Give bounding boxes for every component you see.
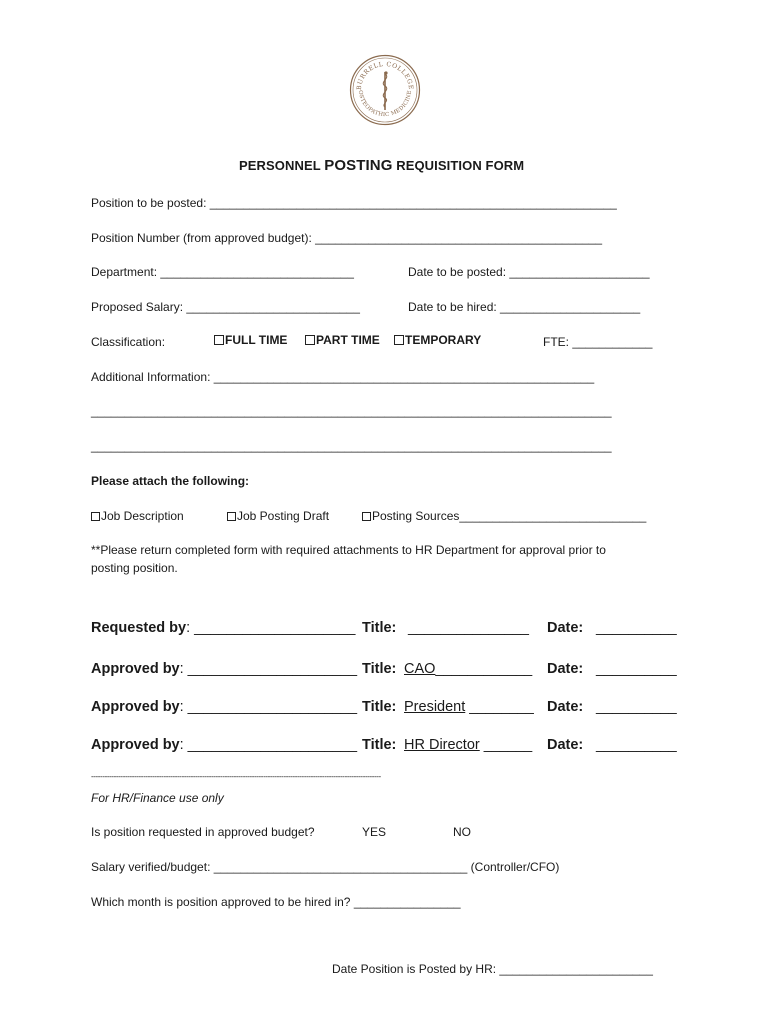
signature-line[interactable]: : ____________________ (186, 620, 356, 636)
hr-finance-heading: For HR/Finance use only (91, 791, 224, 805)
posting-sources-checkbox[interactable]: Posting Sources____________________________ (362, 509, 646, 523)
date-label: Date: (547, 620, 584, 636)
temporary-checkbox[interactable]: TEMPORARY (394, 333, 481, 347)
seal-text-top: BURRELL COLLEGE (355, 60, 415, 91)
yes-option[interactable]: YES (362, 825, 387, 839)
approved-by-row (91, 661, 357, 677)
classification-label: Classification: (91, 335, 166, 349)
signature-line[interactable]: : _____________________ (179, 737, 358, 753)
checkbox-icon[interactable] (394, 335, 404, 345)
additional-information-field[interactable]: Additional Information: _________________________________________________________ (91, 370, 595, 384)
date-line[interactable]: __________ (596, 699, 677, 715)
date-posted-by-hr-field[interactable]: Date Position is Posted by HR: _______________________ (332, 962, 653, 976)
checkbox-icon[interactable] (305, 335, 315, 345)
title-line[interactable]: _______________ (408, 620, 529, 636)
job-posting-draft-checkbox[interactable]: Job Posting Draft (227, 509, 329, 523)
title-value: CAO____________ (404, 661, 533, 677)
requested-by-row (91, 620, 355, 636)
signature-line[interactable]: : _____________________ (179, 661, 358, 677)
checkbox-icon[interactable] (91, 512, 100, 521)
seal-text-bottom: OSTEOPATHIC MEDICINE (356, 90, 414, 119)
signature-label: Approved by (91, 699, 180, 715)
date-to-be-hired-field[interactable]: Date to be hired: _____________________ (408, 300, 641, 314)
title-label: Title: (362, 620, 397, 636)
date-label: Date: (547, 699, 584, 715)
signature-label: Requested by (91, 620, 187, 636)
approved-by-row (91, 737, 357, 753)
return-note-continued: posting position. (91, 561, 178, 575)
additional-information-line[interactable]: ______________________________________________________________________________ (91, 439, 612, 453)
return-note: **Please return completed form with required attachments to HR Department for approval prior to (91, 543, 606, 557)
signature-label: Approved by (91, 661, 180, 677)
date-line[interactable]: __________ (596, 737, 677, 753)
title-label: Title: (362, 699, 397, 715)
form-title: PERSONNEL POSTING REQUISITION FORM (239, 157, 525, 174)
college-seal-logo (349, 54, 421, 126)
title-value: HR Director ______ (404, 737, 533, 753)
signature-line[interactable]: : _____________________ (179, 699, 358, 715)
approved-by-row (91, 699, 357, 715)
hire-month-field[interactable]: Which month is position approved to be hired in? ________________ (91, 895, 461, 909)
checkbox-icon[interactable] (214, 335, 224, 345)
date-label: Date: (547, 661, 584, 677)
additional-information-line[interactable]: ______________________________________________________________________________ (91, 404, 612, 418)
salary-verified-field[interactable]: Salary verified/budget: ______________________________________ (Controller/CFO) (91, 860, 560, 874)
title-label: Title: (362, 661, 397, 677)
section-divider: -------------------------------------------------------------------------------------------------------------------------------- (91, 772, 381, 781)
attachments-heading: Please attach the following: (91, 474, 250, 488)
title-value: President ________ (404, 699, 534, 715)
position-number-field[interactable]: Position Number (from approved budget): ___________________________________________ (91, 231, 603, 245)
job-description-checkbox[interactable]: Job Description (91, 509, 184, 523)
date-line[interactable]: __________ (596, 620, 677, 636)
position-to-be-posted-field[interactable]: Position to be posted: _____________________________________________________________ (91, 196, 617, 210)
date-label: Date: (547, 737, 584, 753)
budget-question: Is position requested in approved budget? (91, 825, 315, 839)
department-field[interactable]: Department: _____________________________ (91, 265, 354, 279)
fte-field[interactable]: FTE: ____________ (543, 335, 653, 349)
checkbox-icon[interactable] (362, 512, 371, 521)
proposed-salary-field[interactable]: Proposed Salary: __________________________ (91, 300, 360, 314)
no-option[interactable]: NO (453, 825, 471, 839)
date-line[interactable]: __________ (596, 661, 677, 677)
part-time-checkbox[interactable]: PART TIME (305, 333, 380, 347)
signature-label: Approved by (91, 737, 180, 753)
checkbox-icon[interactable] (227, 512, 236, 521)
title-label: Title: (362, 737, 397, 753)
date-to-be-posted-field[interactable]: Date to be posted: _____________________ (408, 265, 650, 279)
full-time-checkbox[interactable]: FULL TIME (214, 333, 287, 347)
